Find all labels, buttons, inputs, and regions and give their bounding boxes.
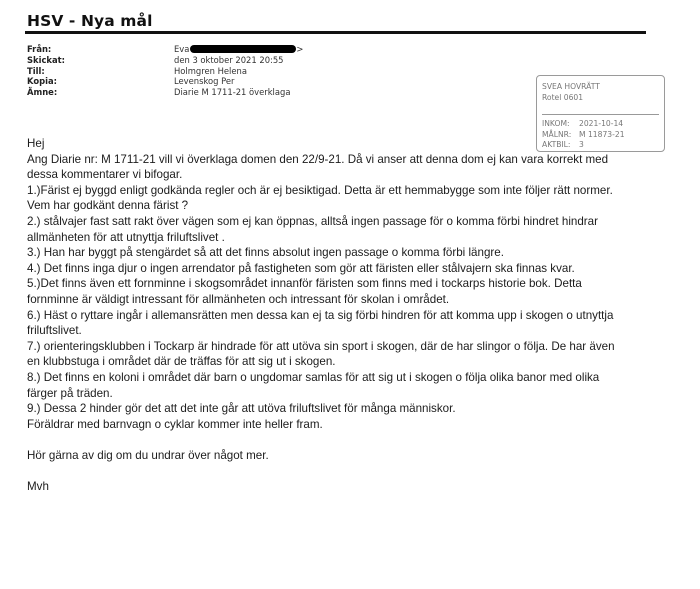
body-line: en klubbstuga i området där de träffas för att sig ut i skogen. [27, 355, 336, 369]
body-line: Hör gärna av dig om du undrar över något mer. [27, 448, 269, 462]
header-label-from: Från: [27, 44, 52, 54]
redaction-bar [190, 45, 296, 53]
stamp-org [542, 81, 600, 103]
body-line: 9.) Dessa 2 hinder gör det att det inte går att utöva friluftslivet för många människor. [27, 402, 456, 416]
body-line: 1.)Färist ej byggd enligt godkända regler och är ej besiktigad. Detta är ett hemmabygge som inte följer rätt normer. [27, 183, 613, 197]
header-label-subject: Ämne: [27, 87, 58, 98]
body-line: 4.) Det finns inga djur o ingen arrendator på fastigheten som gör att färisten eller stålvajern ska finnas kvar. [27, 261, 575, 275]
stamp-value: 3 [579, 140, 584, 149]
stamp-label: AKTBIL: [542, 140, 571, 149]
header-label-cc: Kopia: [27, 76, 57, 87]
body-line: dessa kommentarer vi bifogar. [27, 168, 183, 182]
stamp-label: INKOM: [542, 119, 570, 128]
header-label-sent: Skickat: [27, 54, 66, 65]
stamp-organization: SVEA HOVRÄTT [542, 82, 600, 91]
header-value-sent: den 3 oktober 2021 20:55 [174, 54, 284, 65]
body-line: Föräldrar med barnvagn o cyklar kommer inte heller fram. [27, 417, 323, 431]
header-value-subject: Diarie M 1711-21 överklaga [174, 87, 291, 98]
stamp-divider [542, 114, 659, 115]
body-line: Vem har godkänt denna färist ? [27, 199, 189, 213]
body-line: Hej [27, 137, 45, 150]
stamp-label: MÅLNR: [542, 129, 572, 139]
stamp-value: M 11873-21 [579, 129, 625, 139]
blank-line [27, 432, 667, 448]
header-value-cc: Levenskog Per [174, 76, 235, 87]
header-value-from [174, 44, 303, 55]
signoff: Mvh [27, 480, 49, 494]
blank-line [27, 463, 667, 479]
sender-email-suffix: > [296, 44, 304, 54]
body-line: 8.) Det finns en koloni i området där barn o ungdomar samlas för att sig ut i skogen o följa olika banor med olika [27, 370, 600, 384]
stamp-row-inkom [542, 119, 623, 130]
email-body [27, 136, 667, 495]
body-line: 5.)Det finns även ett fornminne i skogsområdet innanför färisten som finns med i tockarps historie bok. Detta [27, 277, 582, 291]
header-value-to: Holmgren Helena [174, 65, 247, 76]
body-line: Ang Diarie nr: M 1711-21 vill vi överklaga domen den 22/9-21. Då vi anser att denna dom ej kan vara korrekt med [27, 152, 609, 166]
document-title: HSV - Nya mål [27, 12, 153, 30]
body-line: friluftslivet. [27, 324, 82, 338]
sender-name: Eva [174, 44, 190, 54]
stamp-unit: Rotel 0601 [542, 93, 584, 102]
title-underline [25, 31, 646, 34]
body-line: 7.) orienteringsklubben i Tockarp är hindrade för att utöva sin sport i skogen, där de har slingor o följa. De har även [27, 339, 615, 353]
body-line: 2.) stålvajer fast satt rakt över vägen som ej kan öppnas, alltså ingen passage för o komma förbi hindret hindrar [27, 214, 598, 228]
body-line: 3.) Han har byggt på stengärdet så att det finns absolut ingen passage o komma förbi längre. [27, 246, 504, 260]
body-line: 6.) Häst o ryttare ingår i allemansrätten men dessa kan ej ta sig förbi hindren för att komma upp i skogen o utnyttja [27, 308, 614, 322]
body-line: fornminne är väldigt intressant för allmänheten och intressant för skolan i området. [27, 292, 450, 306]
body-line: färger på träden. [27, 386, 113, 400]
body-line: allmänheten för att utnyttja friluftslivet . [27, 230, 225, 244]
header-label-to: Till: [27, 65, 45, 76]
stamp-value: 2021-10-14 [579, 119, 624, 128]
